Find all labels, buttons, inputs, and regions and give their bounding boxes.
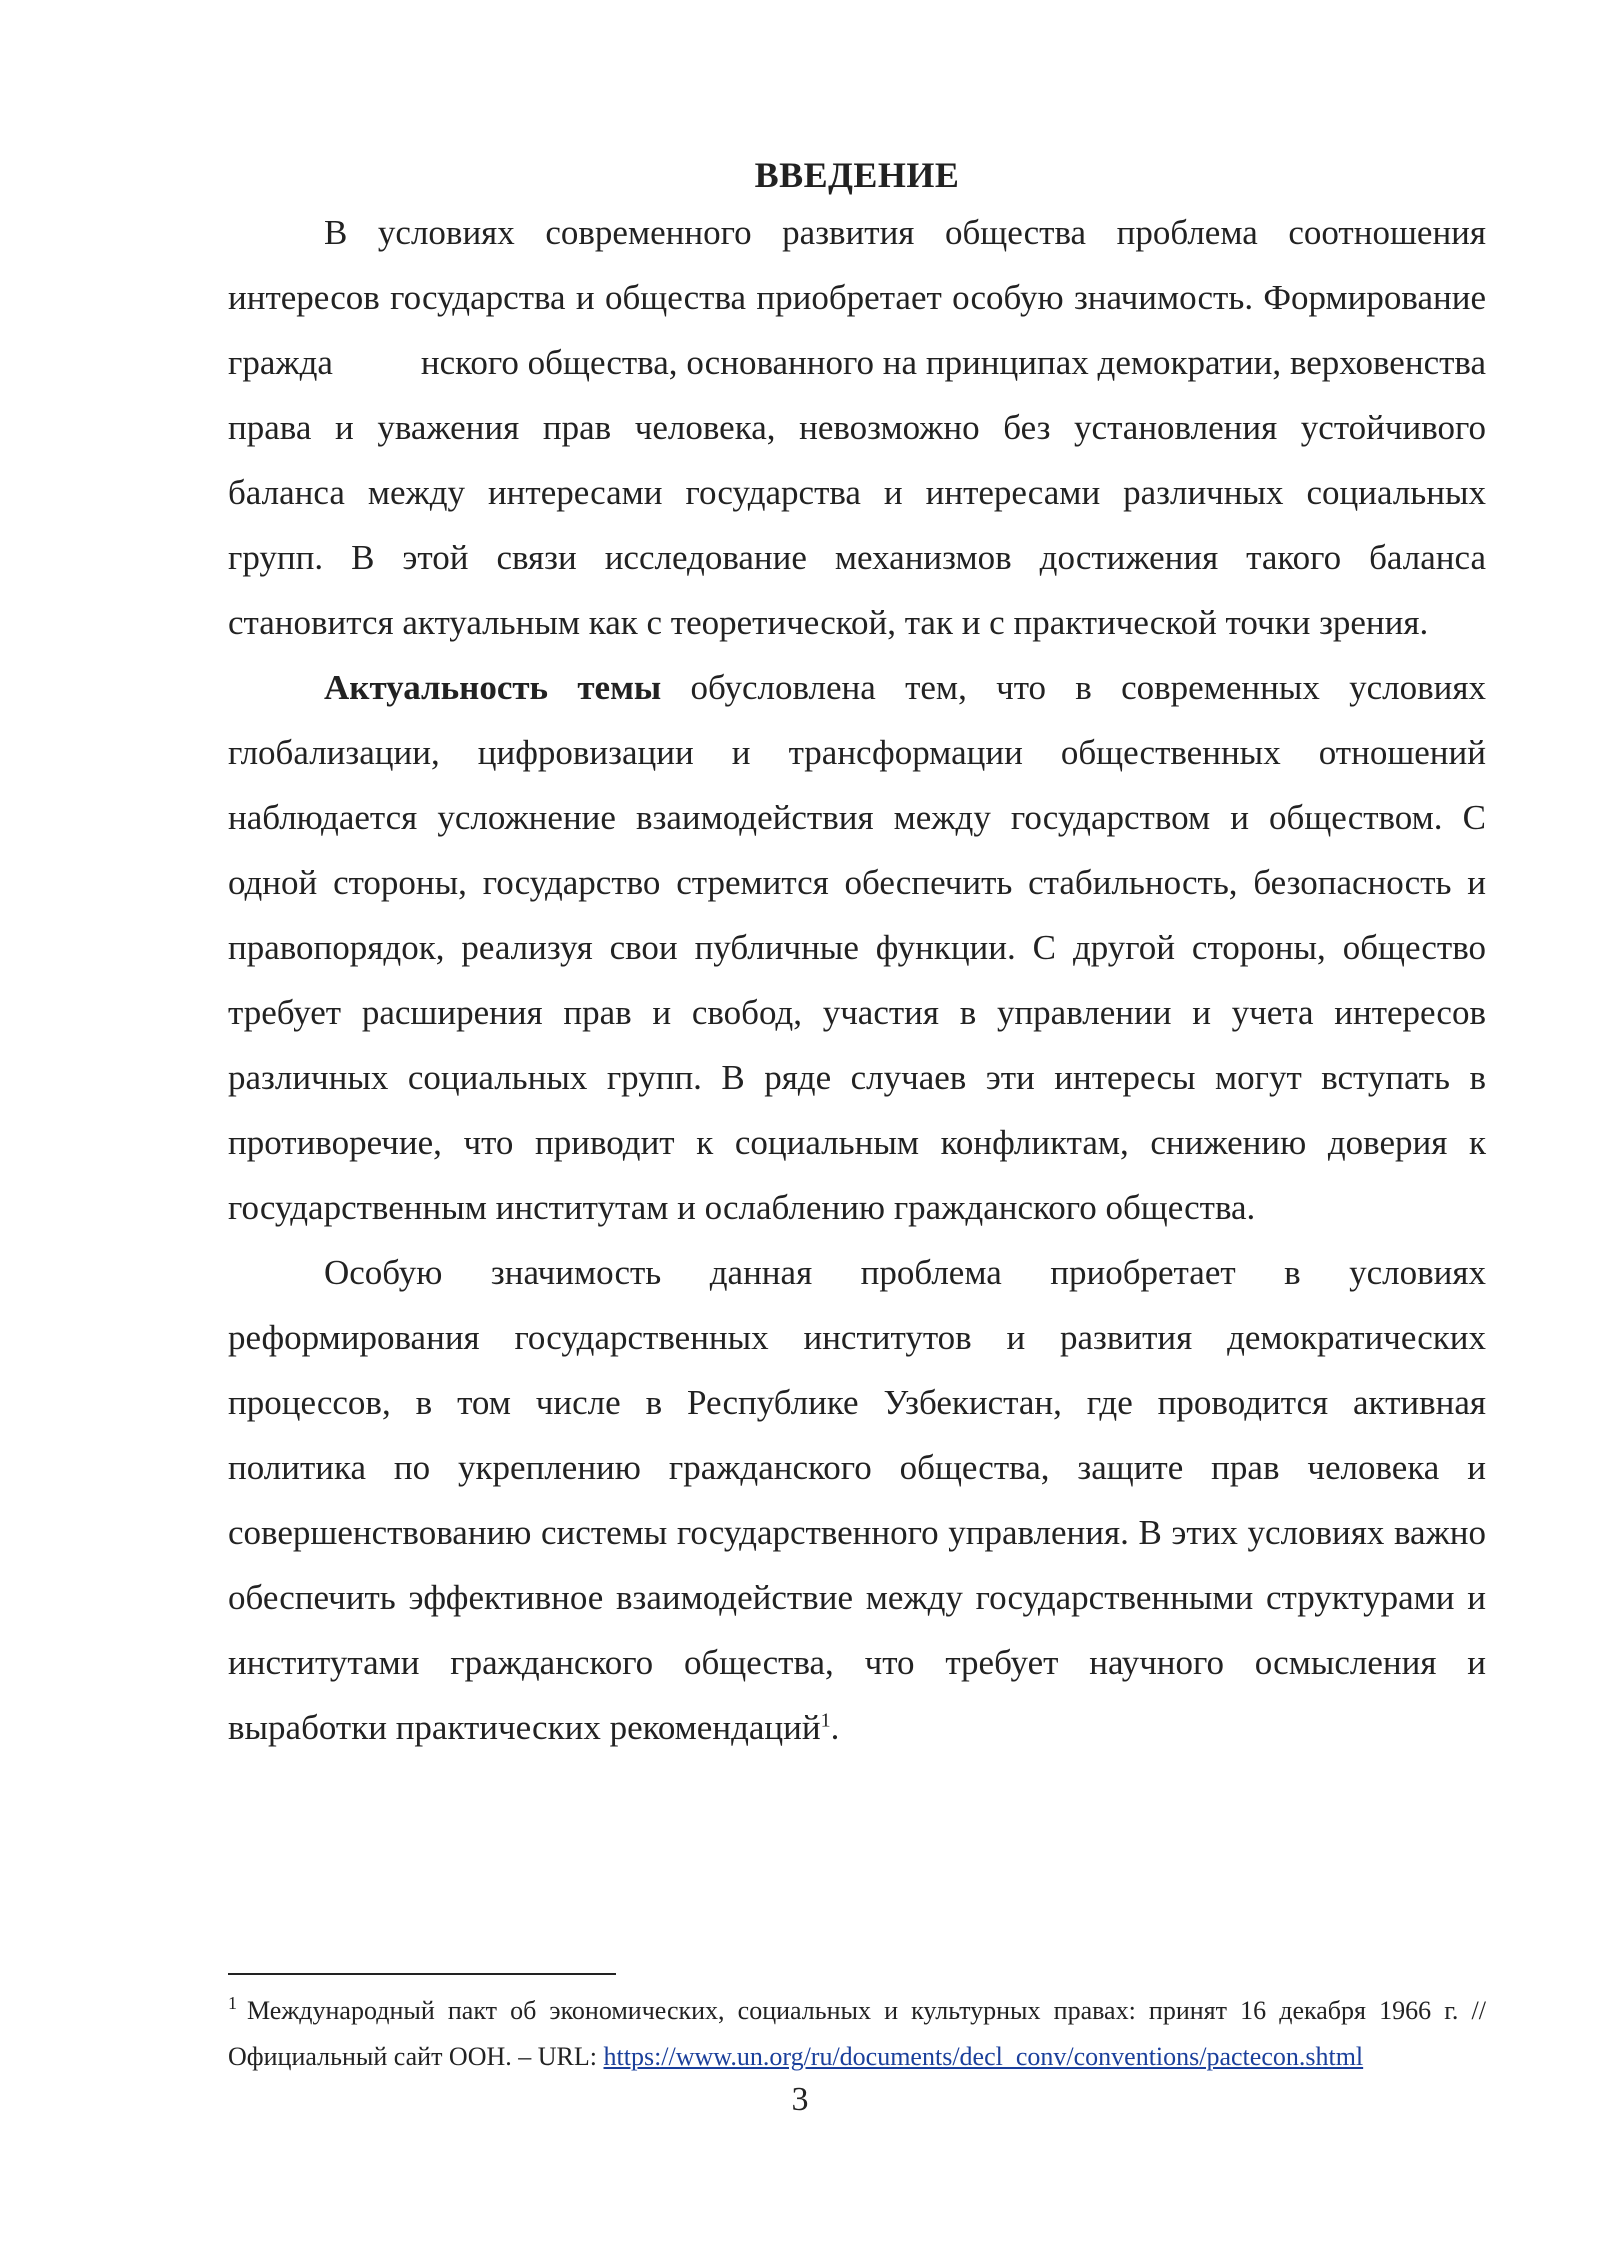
footnote-reference[interactable]: 1 [820, 1709, 831, 1732]
footnote-number: 1 [228, 1993, 237, 2014]
paragraph-1-text-a: В условиях современного развития общества проблема соотношения интересов государства и общества приобретает особую значимость. Формирование гражда [228, 213, 1486, 382]
page-body [228, 150, 1486, 1760]
relevance-lead: Актуальность темы [324, 668, 662, 707]
paragraph-3-end: . [830, 1708, 840, 1747]
footnote-separator [228, 1973, 616, 1975]
paragraph-3-text: Особую значимость данная проблема приобретает в условиях реформирования государственных институтов и развития демократических процессов, в том числе в Республике Узбекистан, где проводится активная политика по укреплению гражданского общества, защите прав человека и совершенствованию системы государственного управления. В этих условиях важно обеспечить эффективное взаимодействие между государственными структурами и институтами гражданского общества, что требует научного осмысления и выработки практических рекомендаций [228, 1253, 1486, 1747]
intro-paragraph-1 [228, 200, 1486, 655]
page-title: ВВЕДЕНИЕ [754, 155, 960, 195]
paragraph-2-text: обусловлена тем, что в современных условиях глобализации, цифровизации и трансформации общественных отношений наблюдается усложнение взаимодействия между государством и обществом. С одной стороны, государство стремится обеспечить стабильность, безопасность и правопорядок, реализуя свои публичные функции. С другой стороны, общество требует расширения прав и свобод, участия в управлении и учета интересов различных социальных групп. В ряде случаев эти интересы могут вступать в противоречие, что приводит к социальным конфликтам, снижению доверия к государственным институтам и ослаблению гражданского общества. [228, 668, 1486, 1227]
footnote [228, 1988, 1486, 2080]
paragraph-1-text-b: нского общества, основанного на принципах демократии, верховенства права и уважения прав человека, невозможно без установления устойчивого баланса между интересами государства и интересами различных социальных групп. В этой связи исследование механизмов достижения такого баланса становится актуальным как с теоретической, так и с практической точки зрения. [228, 343, 1486, 642]
intro-paragraph-2 [228, 655, 1486, 1240]
intro-paragraph-3 [228, 1240, 1486, 1760]
footnote-link[interactable]: https://www.un.org/ru/documents/decl_conv/conventions/pactecon.shtml [603, 2042, 1364, 2071]
footnote-text: Международный пакт об экономических, социальных и культурных правах: принят 16 декабря 1966 г. // Официальный сайт ООН. – URL: [228, 1996, 1486, 2071]
page-number: 3 [791, 2081, 809, 2118]
